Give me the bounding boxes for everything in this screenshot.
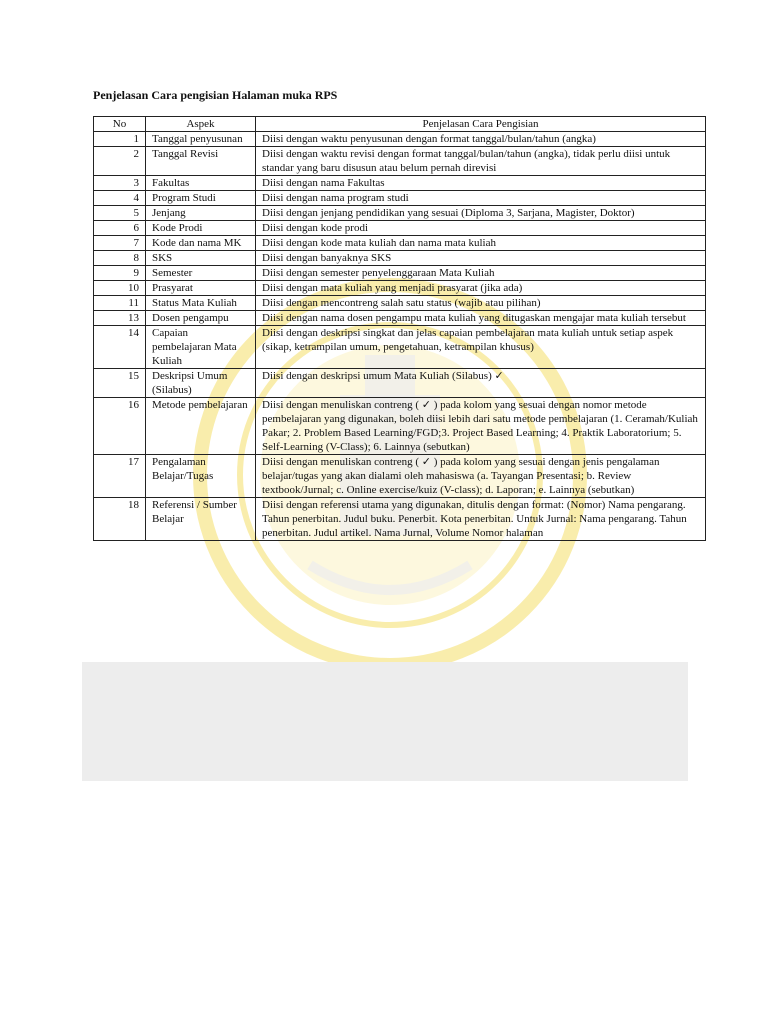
row-aspek: Dosen pengampu <box>146 311 256 326</box>
row-penjelasan: Diisi dengan mencontreng salah satu status (wajib atau pilihan) <box>256 296 706 311</box>
row-aspek: Jenjang <box>146 206 256 221</box>
table-row <box>94 311 706 326</box>
rps-table <box>93 116 706 541</box>
row-penjelasan: Diisi dengan deskripsi umum Mata Kuliah (Silabus) ✓ <box>256 369 706 398</box>
table-row <box>94 132 706 147</box>
row-penjelasan: Diisi dengan menuliskan contreng ( ✓ ) pada kolom yang sesuai dengan nomor metode pembelajaran yang digunakan, boleh diisi lebih dari satu metode pembelajaran (1. Ceramah/Kuliah Pakar; 2. Problem Based Learning/FGD;3. Project Based Learning; 4. Praktik Laboratorium; 5. Self-Learning (V-Class); 6. Lainnya (sebutkan) <box>256 398 706 455</box>
row-penjelasan: Diisi dengan nama program studi <box>256 191 706 206</box>
row-aspek: Prasyarat <box>146 281 256 296</box>
row-aspek: Pengalaman Belajar/Tugas <box>146 455 256 498</box>
row-no: 2 <box>94 147 146 176</box>
row-aspek: Program Studi <box>146 191 256 206</box>
row-penjelasan: Diisi dengan menuliskan contreng ( ✓ ) pada kolom yang sesuai dengan jenis pengalaman belajar/tugas yang akan dialami oleh mahasiswa (a. Tayangan Presentasi; b. Review textbook/Jurnal; c. Online exercise/kuiz (V-class); d. Laporan; e. Lainnya (sebutkan) <box>256 455 706 498</box>
table-row <box>94 191 706 206</box>
table-row <box>94 251 706 266</box>
row-aspek: Fakultas <box>146 176 256 191</box>
row-no: 8 <box>94 251 146 266</box>
row-no: 7 <box>94 236 146 251</box>
row-aspek: Tanggal penyusunan <box>146 132 256 147</box>
row-no: 9 <box>94 266 146 281</box>
header-aspek: Aspek <box>146 117 256 132</box>
row-aspek: SKS <box>146 251 256 266</box>
row-penjelasan: Diisi dengan mata kuliah yang menjadi prasyarat (jika ada) <box>256 281 706 296</box>
row-no: 1 <box>94 132 146 147</box>
row-no: 16 <box>94 398 146 455</box>
table-row <box>94 147 706 176</box>
row-aspek: Status Mata Kuliah <box>146 296 256 311</box>
row-aspek: Kode Prodi <box>146 221 256 236</box>
header-penjelasan: Penjelasan Cara Pengisian <box>256 117 706 132</box>
row-no: 13 <box>94 311 146 326</box>
table-header-row <box>94 117 706 132</box>
row-penjelasan: Diisi dengan deskripsi singkat dan jelas capaian pembelajaran mata kuliah untuk setiap aspek (sikap, ketrampilan umum, pengetahuan, ketrampilan khusus) <box>256 326 706 369</box>
table-row <box>94 221 706 236</box>
row-no: 6 <box>94 221 146 236</box>
row-penjelasan: Diisi dengan nama dosen pengampu mata kuliah yang ditugaskan mengajar mata kuliah tersebut <box>256 311 706 326</box>
table-row <box>94 498 706 541</box>
table-row <box>94 296 706 311</box>
row-penjelasan: Diisi dengan jenjang pendidikan yang sesuai (Diploma 3, Sarjana, Magister, Doktor) <box>256 206 706 221</box>
row-penjelasan: Diisi dengan referensi utama yang digunakan, ditulis dengan format: (Nomor) Nama pengarang. Tahun penerbitan. Judul buku. Penerbit. Kota penerbitan. Untuk Jurnal: Nama pengarang. Tahun penerbitan. Judul artikel. Nama Jurnal, Volume Nomor halaman <box>256 498 706 541</box>
row-no: 5 <box>94 206 146 221</box>
row-aspek: Tanggal Revisi <box>146 147 256 176</box>
footer-placeholder-box <box>82 662 688 781</box>
table-row <box>94 369 706 398</box>
row-penjelasan: Diisi dengan waktu revisi dengan format tanggal/bulan/tahun (angka), tidak perlu diisi untuk standar yang baru disusun atau belum pernah direvisi <box>256 147 706 176</box>
row-aspek: Capaian pembelajaran Mata Kuliah <box>146 326 256 369</box>
table-row <box>94 398 706 455</box>
row-no: 3 <box>94 176 146 191</box>
row-no: 10 <box>94 281 146 296</box>
row-penjelasan: Diisi dengan semester penyelenggaraan Mata Kuliah <box>256 266 706 281</box>
row-no: 11 <box>94 296 146 311</box>
row-penjelasan: Diisi dengan banyaknya SKS <box>256 251 706 266</box>
table-row <box>94 455 706 498</box>
table-row <box>94 326 706 369</box>
row-penjelasan: Diisi dengan nama Fakultas <box>256 176 706 191</box>
table-row <box>94 176 706 191</box>
row-penjelasan: Diisi dengan waktu penyusunan dengan format tanggal/bulan/tahun (angka) <box>256 132 706 147</box>
row-no: 18 <box>94 498 146 541</box>
row-aspek: Deskripsi Umum (Silabus) <box>146 369 256 398</box>
row-penjelasan: Diisi dengan kode mata kuliah dan nama mata kuliah <box>256 236 706 251</box>
row-no: 15 <box>94 369 146 398</box>
document-title: Penjelasan Cara pengisian Halaman muka RPS <box>93 88 338 102</box>
table-row <box>94 206 706 221</box>
row-aspek: Semester <box>146 266 256 281</box>
row-penjelasan: Diisi dengan kode prodi <box>256 221 706 236</box>
table-row <box>94 281 706 296</box>
row-no: 17 <box>94 455 146 498</box>
row-no: 14 <box>94 326 146 369</box>
row-aspek: Referensi / Sumber Belajar <box>146 498 256 541</box>
row-aspek: Metode pembelajaran <box>146 398 256 455</box>
header-no: No <box>94 117 146 132</box>
table-row <box>94 266 706 281</box>
row-aspek: Kode dan nama MK <box>146 236 256 251</box>
table-row <box>94 236 706 251</box>
row-no: 4 <box>94 191 146 206</box>
